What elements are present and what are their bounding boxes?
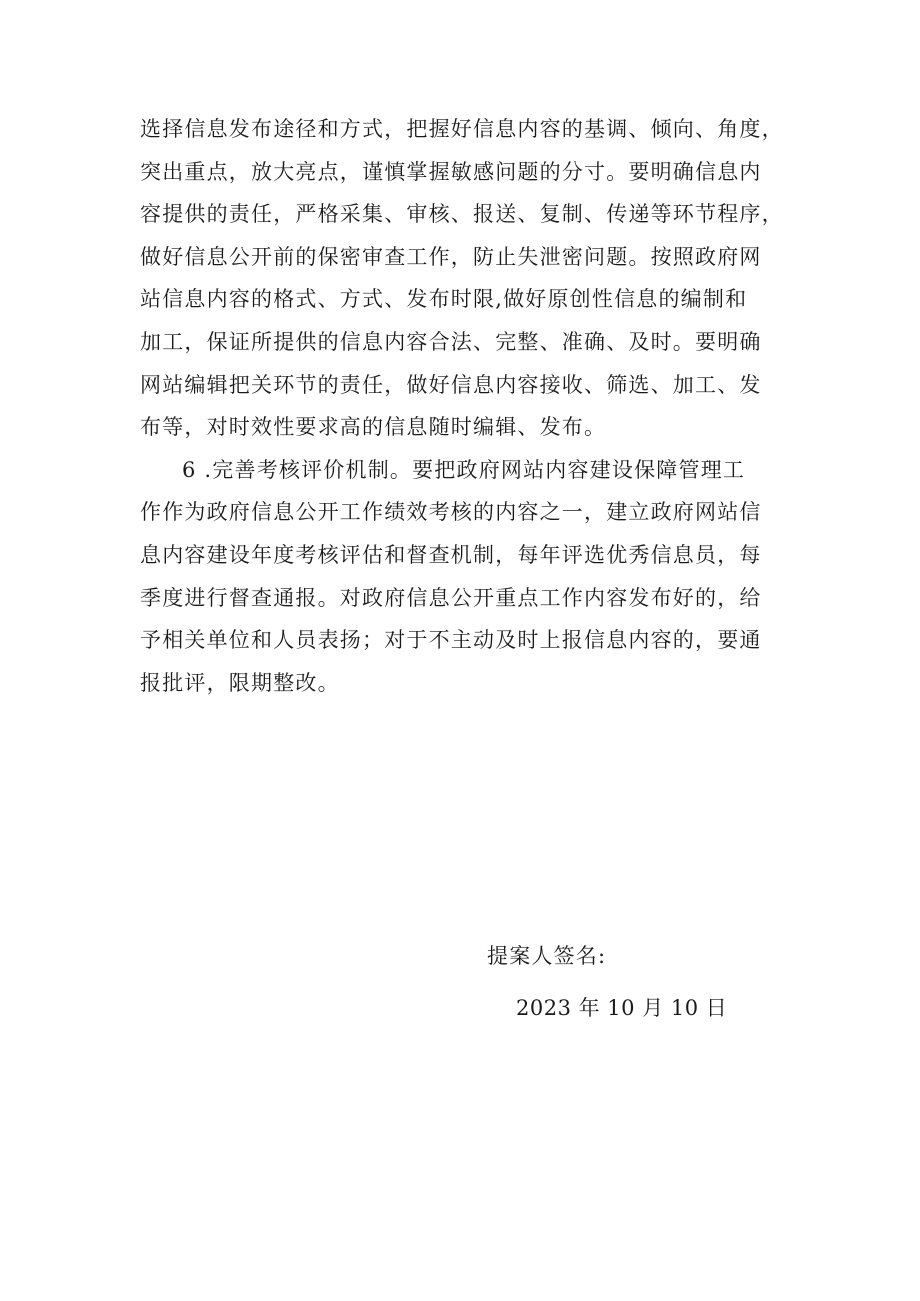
- document-body: [140, 108, 800, 704]
- text-line-1: 选择信息发布途径和方式，把握好信息内容的基调、倾向、角度，: [140, 117, 784, 141]
- text-line-4: 做好信息公开前的保密审查工作，防止失泄密问题。按照政府网: [140, 244, 762, 269]
- text-line-12: 季度进行督查通报。对政府信息公开重点工作内容发布好的，给: [140, 585, 762, 610]
- text-line-7: 网站编辑把关环节的责任，做好信息内容接收、筛选、加工、发: [140, 372, 762, 397]
- section-heading-6: 6 .完善考核评价机制。要把政府网站内容建设保障管理工: [182, 457, 746, 482]
- text-line-5: 站信息内容的格式、方式、发布时限,做好原创性信息的编制和: [140, 287, 748, 312]
- text-line-11: 息内容建设年度考核评估和督查机制，每年评选优秀信息员，每: [140, 542, 762, 567]
- text-line-14: 报批评，限期整改。: [140, 670, 340, 695]
- text-line-6: 加工，保证所提供的信息内容合法、完整、准确、及时。要明确: [140, 329, 762, 354]
- text-line-10: 作作为政府信息公开工作绩效考核的内容之一，建立政府网站信: [140, 500, 762, 525]
- text-line-13: 予相关单位和人员表扬；对于不主动及时上报信息内容的，要通: [140, 628, 762, 653]
- text-line-3: 容提供的责任，严格采集、审核、报送、复制、传递等环节程序，: [140, 202, 784, 227]
- document-date: 2023 年 10 月 10 日: [516, 996, 728, 1020]
- text-line-8: 布等，对时效性要求高的信息随时编辑、发布。: [140, 415, 607, 440]
- text-line-2: 突出重点，放大亮点，谨慎掌握敏感问题的分寸。要明确信息内: [140, 159, 762, 184]
- signature-label: 提案人签名:: [487, 944, 607, 968]
